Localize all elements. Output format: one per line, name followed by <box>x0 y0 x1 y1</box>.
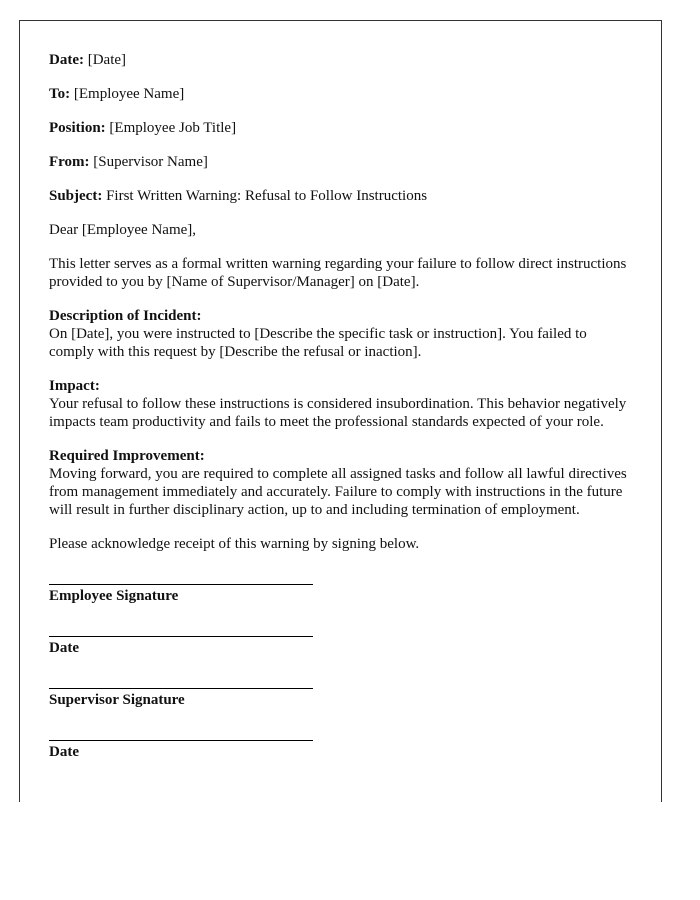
signature-line[interactable] <box>49 688 313 689</box>
section-body: Your refusal to follow these instructions is considered insubordination. This behavior negatively impacts team productivity and fails to meet the professional standards expected of your role. <box>49 396 627 430</box>
signature-label: Employee Signature <box>49 588 179 604</box>
section-body: Moving forward, you are required to complete all assigned tasks and follow all lawful directives from management immediately and accurately. Failure to comply with instructions in the future will result in further disciplinary action, up to and including termination of employment. <box>49 466 627 518</box>
section-heading: Impact: <box>49 378 100 394</box>
acknowledgement: Please acknowledge receipt of this warning by signing below. <box>49 536 420 552</box>
supervisor-date-block <box>49 740 313 761</box>
intro-paragraph: This letter serves as a formal written warning regarding your failure to follow direct instructions provided to you by [Name of Supervisor/Manager] on [Date]. <box>49 256 627 290</box>
section-incident <box>49 307 631 361</box>
section-heading: Description of Incident: <box>49 308 202 324</box>
signature-line[interactable] <box>49 636 313 637</box>
date-line <box>49 51 631 69</box>
signature-label: Date <box>49 744 79 760</box>
section-improvement <box>49 447 631 519</box>
from-label: From: <box>49 154 90 170</box>
section-body: On [Date], you were instructed to [Describe the specific task or instruction]. You failed to comply with this request by [Describe the refusal or inaction]. <box>49 326 587 360</box>
from-value: [Supervisor Name] <box>93 154 208 170</box>
supervisor-signature-block <box>49 688 313 709</box>
subject-line <box>49 187 631 205</box>
subject-value: First Written Warning: Refusal to Follow Instructions <box>106 188 428 204</box>
subject-label: Subject: <box>49 188 103 204</box>
to-value: [Employee Name] <box>73 86 185 102</box>
salutation: Dear [Employee Name], <box>49 222 197 238</box>
signature-line[interactable] <box>49 740 313 741</box>
from-line <box>49 153 631 171</box>
position-line <box>49 119 631 137</box>
to-label: To: <box>49 86 71 102</box>
employee-signature-block <box>49 584 313 605</box>
signature-label: Supervisor Signature <box>49 692 185 708</box>
section-impact <box>49 377 631 431</box>
signature-label: Date <box>49 640 79 656</box>
position-label: Position: <box>49 120 106 136</box>
signature-line[interactable] <box>49 584 313 585</box>
date-value: [Date] <box>87 52 127 68</box>
section-heading: Required Improvement: <box>49 448 205 464</box>
position-value: [Employee Job Title] <box>109 120 237 136</box>
warning-letter <box>19 20 662 802</box>
to-line <box>49 85 631 103</box>
employee-date-block <box>49 636 313 657</box>
date-label: Date: <box>49 52 84 68</box>
